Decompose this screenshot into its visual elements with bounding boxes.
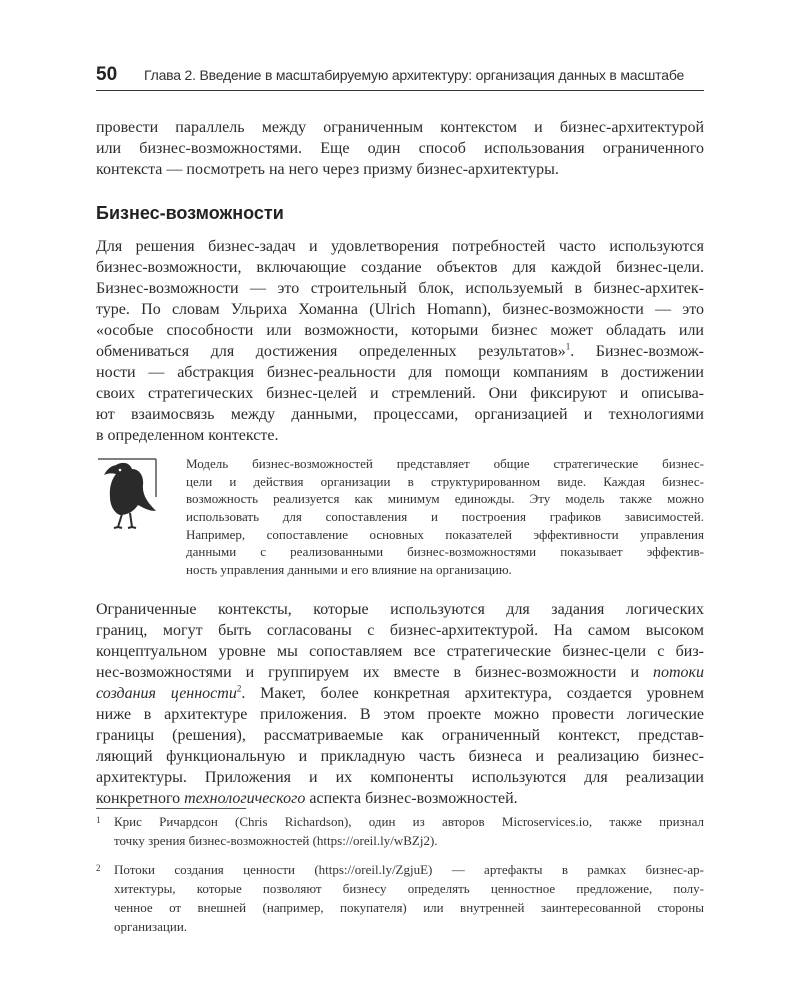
text-line: архитектуры. Приложения и их компоненты используются для реализации bbox=[96, 769, 704, 786]
italic-term: создания ценности bbox=[96, 685, 237, 702]
footnote-line: Потоки создания ценности (https://oreil.ly/ZgjuE) — артефакты в рамках бизнес-ар- bbox=[114, 862, 704, 877]
section-heading: Бизнес-возможности bbox=[96, 203, 284, 223]
footnote-ref[interactable]: 2 bbox=[236, 683, 242, 694]
note-line: ность управления данными и его влияние на организацию. bbox=[186, 562, 512, 578]
footnote-divider bbox=[96, 808, 246, 809]
text-line: Для решения бизнес-задач и удовлетворения потребностей часто используются bbox=[96, 238, 704, 255]
text-line: или бизнес-возможностями. Еще один способ использования ограниченного bbox=[96, 140, 704, 157]
paragraph-business-capabilities bbox=[96, 236, 704, 446]
note-line: данными с реализованными бизнес-возможностями показывает эффектив- bbox=[186, 544, 704, 560]
footnote-1 bbox=[96, 812, 704, 850]
quote-end: обмениваться для достижения определенных результатов» bbox=[96, 343, 566, 360]
note-line: Модель бизнес-возможностей представляет общие стратегические бизнес- bbox=[186, 456, 704, 471]
footnote-line: Крис Ричардсон (Chris Richardson), один из авторов Microservices.io, также признал bbox=[114, 814, 704, 829]
note-block bbox=[186, 455, 704, 579]
paragraph-bounded-contexts bbox=[96, 599, 704, 809]
text-line: ности — абстракция бизнес-реальности для помощи компаниям в достижении bbox=[96, 364, 704, 381]
footnote-ref[interactable]: 1 bbox=[565, 341, 571, 352]
text-line: Ограниченные контексты, которые используются для задания логических bbox=[96, 601, 704, 618]
text-line: границы (решения), рассматриваемые как ограниченный контекст, представ- bbox=[96, 727, 704, 744]
text-line: бизнес-возможности, включающие создание объектов для каждой бизнес-цели. bbox=[96, 259, 704, 276]
page-number: 50 bbox=[96, 64, 118, 85]
footnote-line: организации. bbox=[114, 919, 188, 934]
footnotes bbox=[96, 812, 704, 946]
text-run: конкретного bbox=[96, 790, 185, 807]
footnote-line: точку зрения бизнес-возможностей (https://oreil.ly/wBZj2). bbox=[114, 833, 438, 848]
running-header bbox=[96, 64, 704, 91]
footnote-line: ченное от внешней (например, покупателя) или внутренней заинтересованной стороны bbox=[114, 900, 704, 915]
note-line: использовать для сопоставления и построения графиков зависимостей. bbox=[186, 509, 704, 525]
text-run: аспекта бизнес-возможностей. bbox=[305, 790, 518, 807]
italic-term: потоки bbox=[652, 664, 704, 681]
text-line bbox=[96, 788, 704, 809]
italic-term: технологического bbox=[184, 790, 306, 807]
line-tail: . Бизнес-возмож- bbox=[570, 343, 704, 360]
text-line: ляющий функциональную и прикладную часть бизнеса и реализацию бизнес- bbox=[96, 748, 704, 765]
text-line bbox=[96, 683, 704, 704]
text-line: границ, могут быть согласованы с бизнес-архитектурой. На самом высоком bbox=[96, 622, 704, 639]
text-line bbox=[96, 341, 704, 362]
note-line: цели и действия организации в структурированном виде. Каждая бизнес- bbox=[186, 473, 704, 489]
footnote-mark: 1 bbox=[96, 815, 101, 825]
text-line bbox=[96, 662, 704, 683]
crow-icon bbox=[96, 457, 158, 529]
text-line: контекста — посмотреть на него через призму бизнес-архитектуры. bbox=[96, 161, 559, 178]
text-line: туре. По словам Ульриха Хоманна (Ulrich Homann), бизнес-возможности — это bbox=[96, 301, 704, 318]
text-line: ют взаимосвязь между данными, процессами, организацией и технологиями bbox=[96, 406, 704, 423]
text-line: своих стратегических бизнес-целей и стремлений. Они фиксируют и описыва- bbox=[96, 385, 704, 402]
footnote-line: хитектуры, которые позволяют бизнесу определять ценностное предложение, полу- bbox=[114, 881, 704, 896]
note-line: возможность реализуется как минимум единожды. Эту модель также можно bbox=[186, 491, 704, 507]
note-line: Например, сопоставление основных показателей эффективности управления bbox=[186, 526, 704, 542]
chapter-title: Глава 2. Введение в масштабируемую архитектуру: организация данных в масштабе bbox=[144, 67, 685, 83]
text-line: провести параллель между ограниченным контекстом и бизнес-архитектурой bbox=[96, 119, 704, 136]
text-line: в определенном контексте. bbox=[96, 427, 279, 444]
text-run: . Макет, более конкретная архитектура, создается уровнем bbox=[241, 685, 704, 702]
text-line: ниже в архитектуре приложения. В этом проекте можно провести логические bbox=[96, 706, 704, 723]
text-run: нес-возможностями и группируем их вместе в бизнес-возможности и bbox=[96, 664, 653, 681]
footnote-2 bbox=[96, 860, 704, 936]
text-line: Бизнес-возможности — это строительный блок, используемый в бизнес-архитек- bbox=[96, 280, 704, 297]
intro-paragraph bbox=[96, 117, 704, 180]
text-line: «особые способности или возможности, которыми бизнес может обладать или bbox=[96, 322, 704, 339]
text-line: концептуальном уровне мы сопоставляем все стратегические бизнес-цели с биз- bbox=[96, 643, 704, 660]
footnote-mark: 2 bbox=[96, 863, 101, 873]
